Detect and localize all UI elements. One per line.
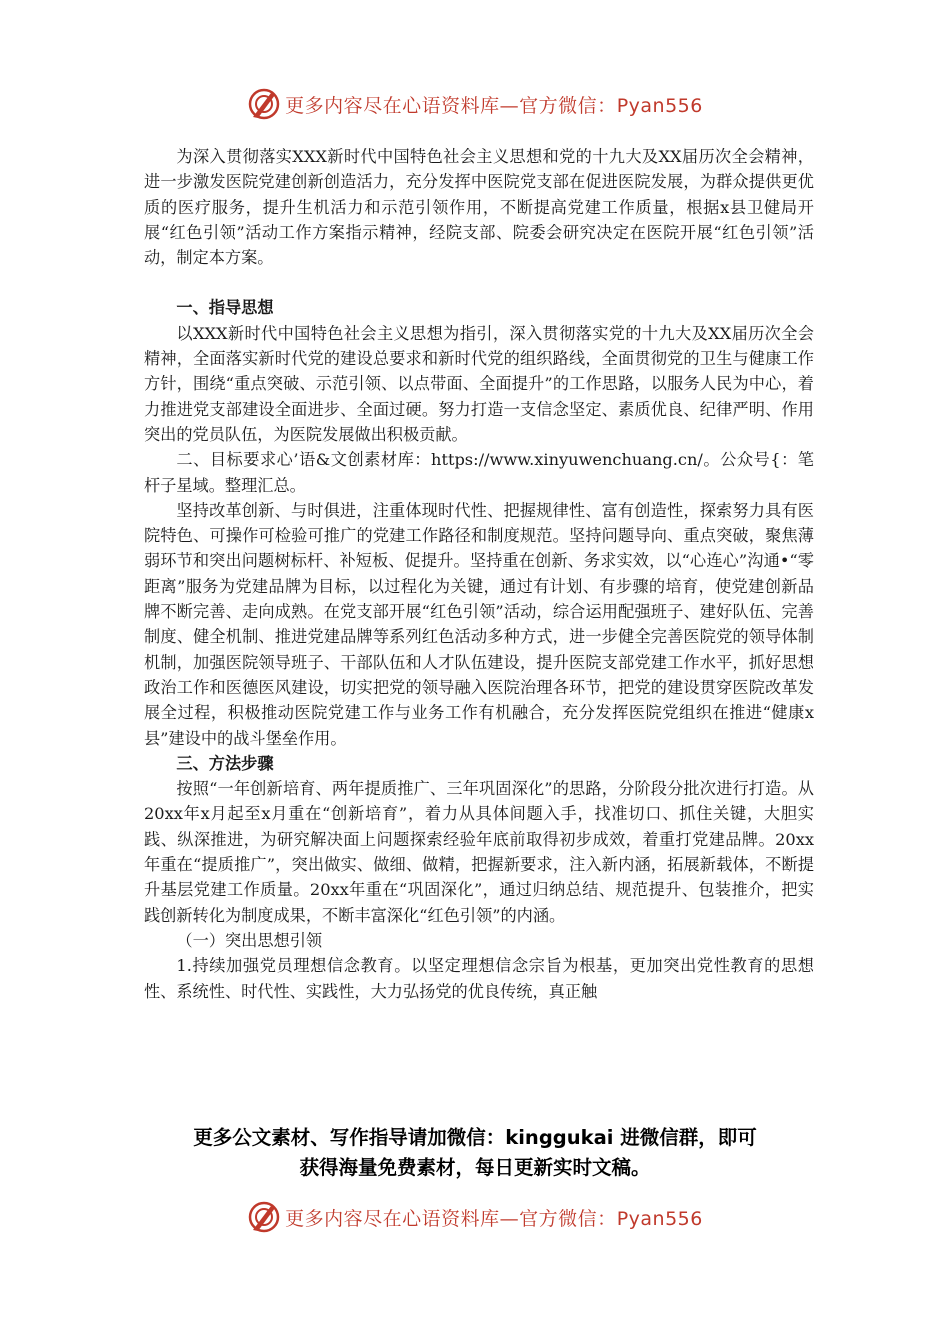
section-heading-guiding-thought: 一、指导思想	[176, 298, 274, 318]
footer-banner	[0, 1197, 950, 1237]
subsection-heading-thought-lead: （一）突出思想引领	[176, 930, 323, 950]
section2-heading-line: 二、目标要求心’语&文创素材库：https://www.xinyuwenchuang.cn/。公众号{：笔杆子星域。整理汇总。	[144, 450, 814, 495]
section1-paragraph: 以XXX新时代中国特色社会主义思想为指引，深入贯彻落实党的十九大及XX届历次全会精神，全面落实新时代党的建设总要求和新时代党的组织路线，全面贯彻党的卫生与健康工作方针，围绕“重点突破、示范引领、以点带面、全面提升”的工作思路，以服务人民为中心，着力推进党支部建设全面进步、全面过硬。努力打造一支信念坚定、素质优良、纪律严明、作用突出的党员队伍，为医院发展做出积极贡献。	[144, 323, 814, 444]
promo-notice	[0, 1123, 950, 1183]
promo-line-2: 获得海量免费素材，每日更新实时文稿。	[299, 1156, 651, 1179]
section2-paragraph: 坚持改革创新、与时俱进，注重体现时代性、把握规律性、富有创造性，探索努力具有医院特色、可操作可检验可推广的党建工作路径和制度规范。坚持问题导向、重点突破，聚焦薄弱环节和突出问题树标杆、补短板、促提升。坚持重在创新、务求实效，以“心连心”沟通•“零距离”服务为党建品牌为目标，以过程化为关键，通过有计划、有步骤的培育，使党建创新品牌不断完善、走向成熟。在党支部开展“红色引领”活动，综合运用配强班子、建好队伍、完善制度、健全机制、推进党建品牌等系列红色活动多种方式，进一步健全完善医院党的领导体制机制，加强医院领导班子、干部队伍和人才队伍建设，提升医院支部党建工作水平，抓好思想政治工作和医德医风建设，切实把党的领导融入医院治理各环节，把党的建设贯穿医院改革发展全过程，积极推动医院党建工作与业务工作有机融合，充分发挥医院党组织在推进“健康x县”建设中的战斗堡垒作用。	[144, 500, 814, 748]
section-heading-method-steps: 三、方法步骤	[176, 753, 274, 773]
quill-logo-icon	[247, 87, 281, 121]
header-banner-text: 更多内容尽在心语资料库—官方微信：Pyan556	[285, 94, 703, 117]
subsection1-paragraph: 1.持续加强党员理想信念教育。以坚定理想信念宗旨为根基，更加突出党性教育的思想性、系统性、时代性、实践性，大力弘扬党的优良传统，真正触	[144, 956, 814, 1001]
document-body	[144, 144, 814, 1004]
section3-paragraph: 按照“一年创新培育、两年提质推广、三年巩固深化”的思路，分阶段分批次进行打造。从20xx年x月起至x月重在“创新培育”，着力从具体间题入手，找准切口、抓住关键，大胆实践、纵深推进，为研究解决面上问题探索经验年底前取得初步成效，着重打党建品牌。20xx年重在“提质推广”，突出做实、做细、做精，把握新要求，注入新内涵，拓展新载体，不断提升基层党建工作质量。20xx年重在“巩固深化”，通过归纳总结、规范提升、包装推介，把实践创新转化为制度成果，不断丰富深化“红色引领”的内涵。	[144, 779, 814, 925]
promo-line-1: 更多公文素材、写作指导请加微信：kinggukai 进微信群，即可	[193, 1126, 757, 1149]
intro-paragraph: 为深入贯彻落实XXX新时代中国特色社会主义思想和党的十九大及XX届历次全会精神，进一步激发医院党建创新创造活力，充分发挥中医院党支部在促进医院发展，为群众提供更优质的医疗服务，提升生机活力和示范引领作用，不断提高党建工作质量，根据x县卫健局开展“红色引领”活动工作方案指示精神，经院支部、院委会研究决定在医院开展“红色引领”活动，制定本方案。	[144, 147, 814, 268]
header-banner	[0, 84, 950, 124]
footer-banner-text: 更多内容尽在心语资料库—官方微信：Pyan556	[285, 1207, 703, 1230]
quill-logo-icon	[247, 1200, 281, 1234]
